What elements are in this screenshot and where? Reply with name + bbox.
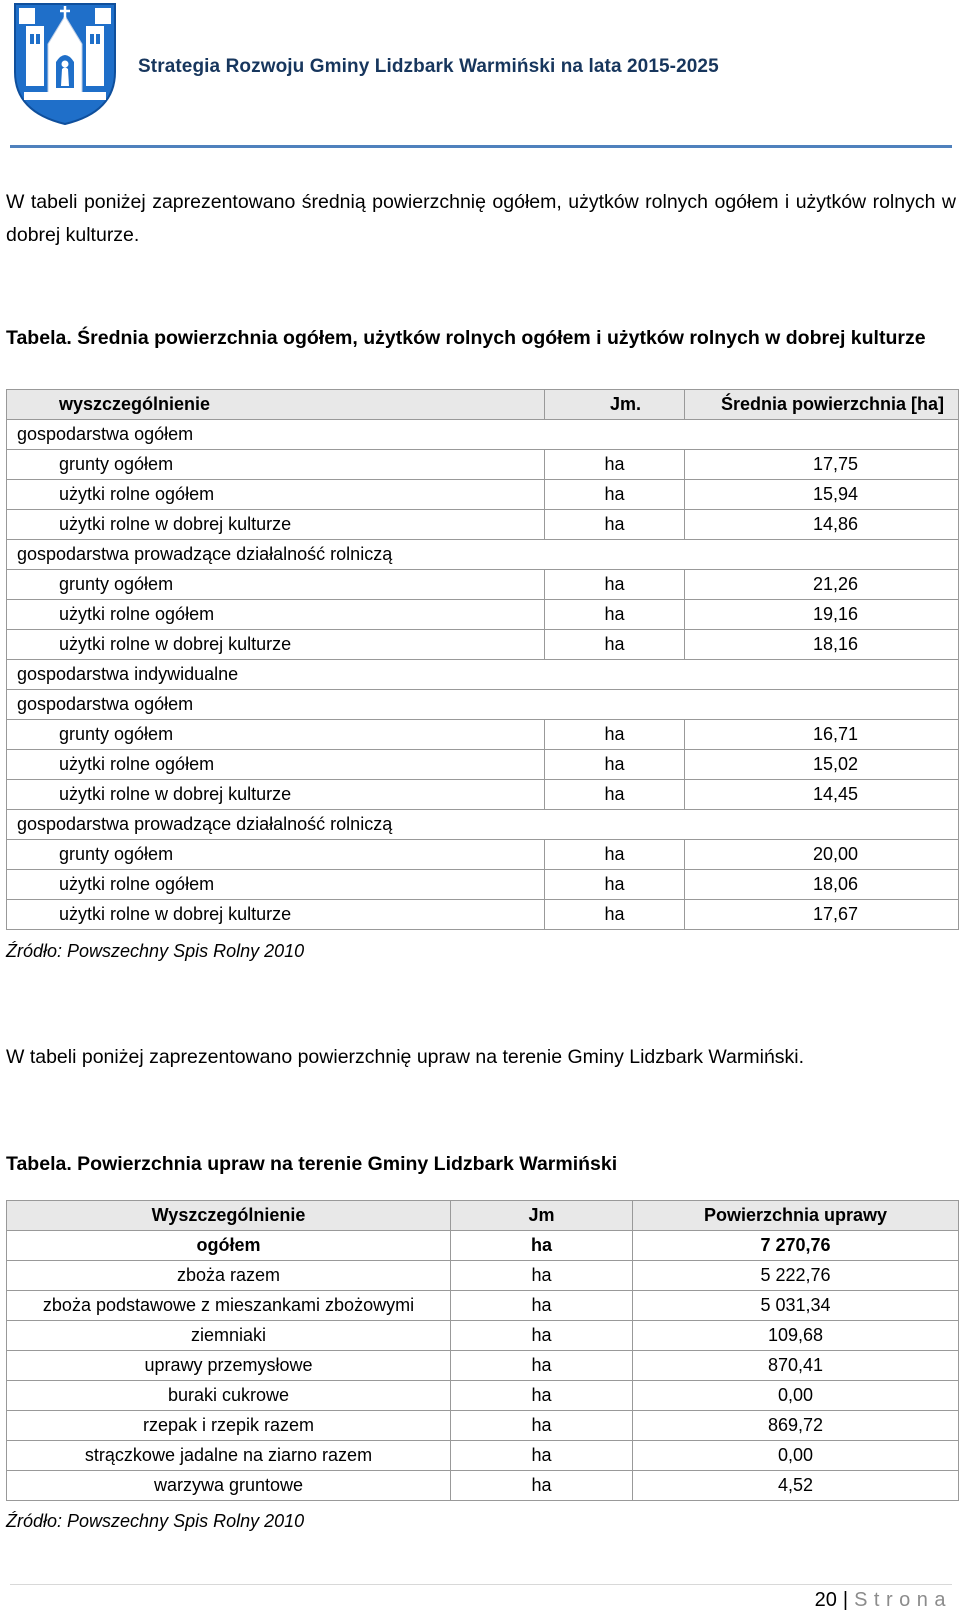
table-row bbox=[7, 480, 959, 510]
row-value: 109,68 bbox=[633, 1321, 959, 1351]
footer-separator: | bbox=[842, 1589, 849, 1611]
row-label: buraki cukrowe bbox=[7, 1381, 451, 1411]
table-group-row bbox=[7, 660, 959, 690]
table-row bbox=[7, 1471, 959, 1501]
row-unit: ha bbox=[545, 750, 685, 780]
table1-caption: Tabela. Średnia powierzchnia ogółem, użytków rolnych ogółem i użytków rolnych w dobrej kulturze bbox=[6, 327, 926, 349]
row-value: 0,00 bbox=[633, 1381, 959, 1411]
row-value: 5 222,76 bbox=[633, 1261, 959, 1291]
row-value: 17,67 bbox=[685, 900, 959, 930]
page-footer bbox=[815, 1587, 952, 1613]
table1-source-note: Źródło: Powszechny Spis Rolny 2010 bbox=[6, 941, 305, 961]
row-unit: ha bbox=[545, 570, 685, 600]
row-unit: ha bbox=[451, 1381, 633, 1411]
row-value: 15,02 bbox=[685, 750, 959, 780]
row-label: grunty ogółem bbox=[7, 720, 545, 750]
table-row bbox=[7, 1321, 959, 1351]
row-label: użytki rolne ogółem bbox=[7, 870, 545, 900]
row-label: zboża razem bbox=[7, 1261, 451, 1291]
table-header-row bbox=[7, 1201, 959, 1231]
row-value: 18,16 bbox=[685, 630, 959, 660]
row-unit: ha bbox=[451, 1441, 633, 1471]
row-value: 17,75 bbox=[685, 450, 959, 480]
column-header-crop-area: Powierzchnia uprawy bbox=[633, 1201, 959, 1231]
table-header-row bbox=[7, 390, 959, 420]
row-unit: ha bbox=[451, 1321, 633, 1351]
table-row bbox=[7, 570, 959, 600]
footer-divider bbox=[10, 1584, 952, 1585]
row-label: grunty ogółem bbox=[7, 570, 545, 600]
table-row bbox=[7, 1291, 959, 1321]
table-row bbox=[7, 720, 959, 750]
row-unit: ha bbox=[545, 510, 685, 540]
row-value: 14,86 bbox=[685, 510, 959, 540]
row-unit: ha bbox=[451, 1291, 633, 1321]
row-label: grunty ogółem bbox=[7, 840, 545, 870]
row-label: użytki rolne w dobrej kulturze bbox=[7, 900, 545, 930]
column-header-description: wyszczególnienie bbox=[7, 390, 545, 420]
table-total-row bbox=[7, 1231, 959, 1261]
table-row bbox=[7, 1381, 959, 1411]
header-divider bbox=[10, 145, 952, 148]
row-value: 5 031,34 bbox=[633, 1291, 959, 1321]
row-unit: ha bbox=[545, 630, 685, 660]
row-value: 18,06 bbox=[685, 870, 959, 900]
row-value: 7 270,76 bbox=[633, 1231, 959, 1261]
table-row bbox=[7, 600, 959, 630]
coat-of-arms-icon bbox=[12, 2, 118, 126]
column-header-unit: Jm bbox=[451, 1201, 633, 1231]
table-row bbox=[7, 1351, 959, 1381]
group-label: gospodarstwa ogółem bbox=[7, 420, 959, 450]
column-header-description: Wyszczególnienie bbox=[7, 1201, 451, 1231]
column-header-unit: Jm. bbox=[545, 390, 685, 420]
row-label: użytki rolne ogółem bbox=[7, 480, 545, 510]
row-unit: ha bbox=[451, 1231, 633, 1261]
row-unit: ha bbox=[451, 1411, 633, 1441]
table-row bbox=[7, 1411, 959, 1441]
group-label: gospodarstwa indywidualne bbox=[7, 660, 959, 690]
row-unit: ha bbox=[545, 600, 685, 630]
table-row bbox=[7, 840, 959, 870]
page-header bbox=[0, 0, 960, 150]
row-unit: ha bbox=[545, 450, 685, 480]
table-row bbox=[7, 870, 959, 900]
table-group-row bbox=[7, 810, 959, 840]
row-label: użytki rolne ogółem bbox=[7, 750, 545, 780]
row-unit: ha bbox=[545, 480, 685, 510]
row-value: 0,00 bbox=[633, 1441, 959, 1471]
table-row bbox=[7, 1441, 959, 1471]
table2-source-note: Źródło: Powszechny Spis Rolny 2010 bbox=[6, 1511, 305, 1531]
row-value: 15,94 bbox=[685, 480, 959, 510]
table-group-row bbox=[7, 420, 959, 450]
row-unit: ha bbox=[545, 870, 685, 900]
row-label: użytki rolne w dobrej kulturze bbox=[7, 780, 545, 810]
group-label: gospodarstwa ogółem bbox=[7, 690, 959, 720]
row-label: rzepak i rzepik razem bbox=[7, 1411, 451, 1441]
average-area-table bbox=[6, 389, 959, 930]
intro-paragraph-2: W tabeli poniżej zaprezentowano powierzchnię upraw na terenie Gminy Lidzbark Warmiński. bbox=[6, 1046, 805, 1068]
row-value: 870,41 bbox=[633, 1351, 959, 1381]
row-label: ogółem bbox=[7, 1231, 451, 1261]
table-group-row bbox=[7, 690, 959, 720]
row-value: 16,71 bbox=[685, 720, 959, 750]
row-unit: ha bbox=[545, 720, 685, 750]
row-value: 19,16 bbox=[685, 600, 959, 630]
row-unit: ha bbox=[451, 1261, 633, 1291]
row-value: 20,00 bbox=[685, 840, 959, 870]
row-unit: ha bbox=[451, 1471, 633, 1501]
row-unit: ha bbox=[545, 780, 685, 810]
crop-area-table bbox=[6, 1200, 959, 1501]
row-value: 4,52 bbox=[633, 1471, 959, 1501]
row-label: strączkowe jadalne na ziarno razem bbox=[7, 1441, 451, 1471]
row-label: uprawy przemysłowe bbox=[7, 1351, 451, 1381]
row-label: warzywa gruntowe bbox=[7, 1471, 451, 1501]
row-label: ziemniaki bbox=[7, 1321, 451, 1351]
page-number: 20 bbox=[814, 1589, 837, 1611]
table-row bbox=[7, 450, 959, 480]
row-label: zboża podstawowe z mieszankami zbożowymi bbox=[7, 1291, 451, 1321]
column-header-average-area: Średnia powierzchnia [ha] bbox=[685, 390, 959, 420]
table-row bbox=[7, 900, 959, 930]
table-row bbox=[7, 1261, 959, 1291]
row-unit: ha bbox=[545, 840, 685, 870]
row-label: użytki rolne ogółem bbox=[7, 600, 545, 630]
row-unit: ha bbox=[545, 900, 685, 930]
row-label: użytki rolne w dobrej kulturze bbox=[7, 510, 545, 540]
document-title: Strategia Rozwoju Gminy Lidzbark Warmiński na lata 2015-2025 bbox=[138, 56, 719, 77]
row-unit: ha bbox=[451, 1351, 633, 1381]
row-value: 14,45 bbox=[685, 780, 959, 810]
row-value: 869,72 bbox=[633, 1411, 959, 1441]
table-row bbox=[7, 750, 959, 780]
row-value: 21,26 bbox=[685, 570, 959, 600]
page-label: Strona bbox=[854, 1589, 952, 1611]
row-label: użytki rolne w dobrej kulturze bbox=[7, 630, 545, 660]
table-group-row bbox=[7, 540, 959, 570]
row-label: grunty ogółem bbox=[7, 450, 545, 480]
table-row bbox=[7, 630, 959, 660]
group-label: gospodarstwa prowadzące działalność rolniczą bbox=[7, 810, 959, 840]
group-label: gospodarstwa prowadzące działalność rolniczą bbox=[7, 540, 959, 570]
table2-caption: Tabela. Powierzchnia upraw na terenie Gminy Lidzbark Warmiński bbox=[6, 1153, 618, 1175]
intro-paragraph-1: W tabeli poniżej zaprezentowano średnią powierzchnię ogółem, użytków rolnych ogółem i użytków rolnych w dobrej kulturze. bbox=[6, 191, 956, 246]
table-row bbox=[7, 510, 959, 540]
table-row bbox=[7, 780, 959, 810]
